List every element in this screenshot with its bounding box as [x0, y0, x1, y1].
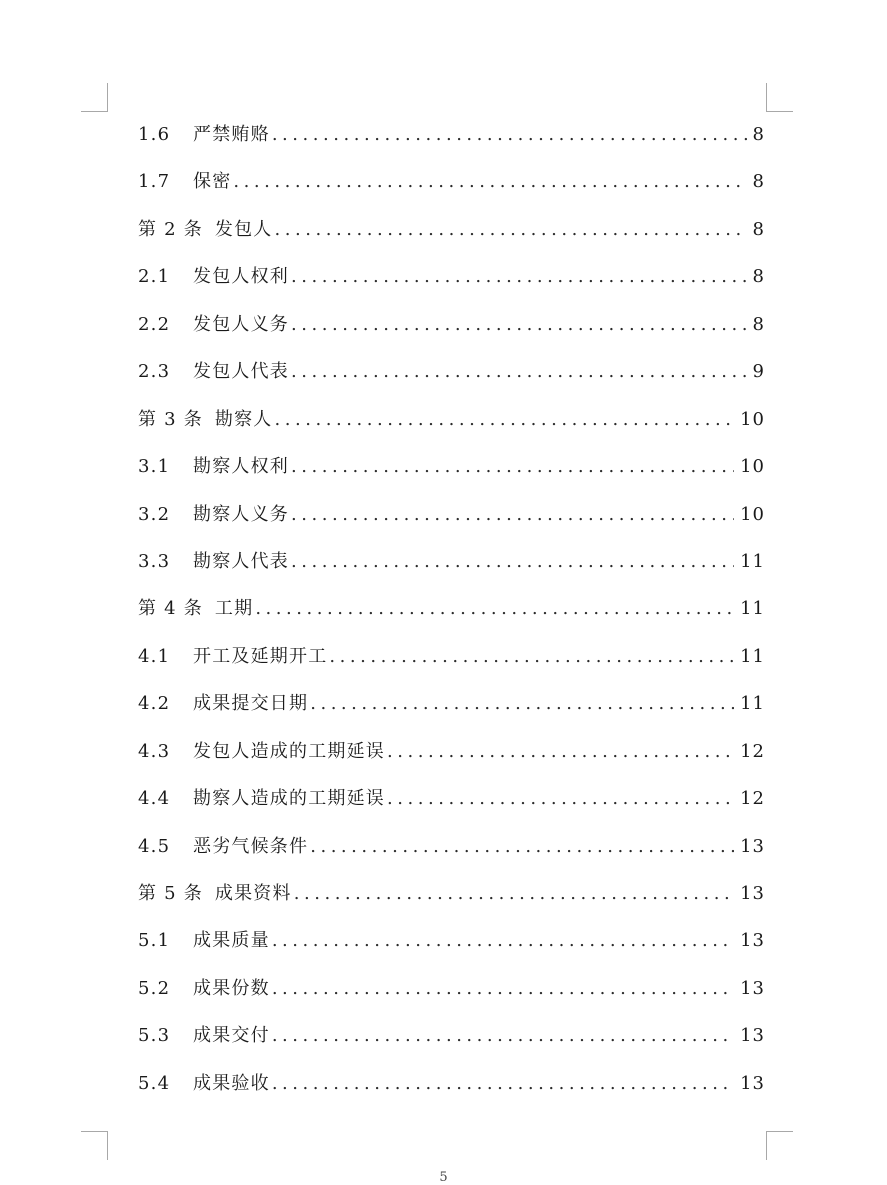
toc-entry-title: 成果份数: [193, 977, 270, 999]
toc-entry[interactable]: [138, 823, 765, 870]
toc-entry[interactable]: [138, 870, 765, 917]
toc-entry[interactable]: [138, 253, 765, 300]
toc-entry[interactable]: [138, 965, 765, 1012]
toc-entry-page-number: 8: [752, 266, 765, 288]
toc-entry-page-number: 11: [740, 645, 765, 667]
toc-entry-title: 勘察人: [214, 408, 273, 430]
toc-entry-title: 成果验收: [193, 1072, 270, 1094]
toc-entry[interactable]: [138, 443, 765, 490]
toc-entry-page-number: 10: [740, 456, 765, 478]
toc-entry-number: 第 4 条: [138, 598, 203, 620]
toc-dot-leader: [329, 633, 734, 680]
toc-dot-leader: [272, 1060, 734, 1107]
toc-entry-page-number: 13: [740, 1025, 765, 1047]
toc-entry-number: 第 2 条: [138, 218, 203, 240]
page-number: 5: [439, 1170, 448, 1185]
toc-dot-leader: [255, 585, 734, 632]
toc-entry[interactable]: [138, 1012, 765, 1059]
toc-dot-leader: [275, 206, 747, 253]
toc-dot-leader: [233, 158, 746, 205]
toc-entry-page-number: 11: [740, 693, 765, 715]
toc-entry[interactable]: [138, 917, 765, 964]
toc-entry[interactable]: [138, 728, 765, 775]
toc-entry-number: 5.1: [138, 930, 171, 952]
toc-dot-leader: [291, 348, 747, 395]
toc-entry[interactable]: [138, 1060, 765, 1107]
crop-mark-top-left: [81, 83, 108, 112]
crop-mark-top-right: [766, 83, 793, 112]
toc-entry-number: 4.3: [138, 740, 171, 762]
toc-entry-title: 勘察人义务: [193, 503, 289, 525]
toc-entry[interactable]: [138, 111, 765, 158]
toc-dot-leader: [310, 823, 734, 870]
toc-entry-title: 保密: [193, 171, 232, 193]
toc-dot-leader: [291, 538, 734, 585]
toc-entry[interactable]: [138, 301, 765, 348]
toc-entry-title: 勘察人造成的工期延误: [193, 788, 385, 810]
toc-entry-number: 5.2: [138, 977, 171, 999]
toc-entry-number: 1.6: [138, 124, 171, 145]
toc-entry-title: 勘察人代表: [193, 550, 289, 572]
toc-dot-leader: [272, 1012, 734, 1059]
toc-entry[interactable]: [138, 585, 765, 632]
toc-entry-number: 2.3: [138, 361, 171, 383]
toc-entry[interactable]: [138, 775, 765, 822]
toc-entry-number: 3.1: [138, 456, 171, 478]
toc-entry-number: 4.2: [138, 693, 171, 715]
toc-entry-number: 4.5: [138, 835, 171, 857]
toc-entry[interactable]: [138, 633, 765, 680]
toc-entry-title: 发包人义务: [193, 313, 289, 335]
toc-entry-number: 第 3 条: [138, 408, 203, 430]
toc-dot-leader: [387, 775, 734, 822]
toc-entry-page-number: 13: [740, 977, 765, 999]
toc-entry[interactable]: [138, 206, 765, 253]
toc-entry-page-number: 11: [740, 550, 765, 572]
toc-entry[interactable]: [138, 158, 765, 205]
toc-entry-title: 成果交付: [193, 1025, 270, 1047]
toc-entry-title: 开工及延期开工: [193, 645, 328, 667]
toc-entry-page-number: 10: [740, 503, 765, 525]
toc-entry-number: 3.2: [138, 503, 171, 525]
toc-entry-title: 发包人造成的工期延误: [193, 740, 385, 762]
toc-entry-number: 4.1: [138, 645, 171, 667]
toc-entry-title: 发包人: [214, 218, 273, 240]
crop-mark-bottom-left: [81, 1131, 108, 1160]
toc-entry-page-number: 13: [740, 930, 765, 952]
toc-entry-number: 4.4: [138, 788, 171, 810]
toc-dot-leader: [291, 301, 747, 348]
toc-entry-number: 3.3: [138, 550, 171, 572]
toc-dot-leader: [272, 917, 734, 964]
toc-entry-page-number: 13: [740, 835, 765, 857]
toc-entry-page-number: 8: [752, 313, 765, 335]
toc-dot-leader: [294, 870, 734, 917]
toc-entry-number: 1.7: [138, 171, 171, 193]
toc-entry[interactable]: [138, 396, 765, 443]
toc-entry-title: 勘察人权利: [193, 456, 289, 478]
toc-entry-page-number: 8: [752, 124, 765, 145]
toc-entry[interactable]: [138, 538, 765, 585]
toc-dot-leader: [310, 680, 734, 727]
toc-entry-title: 工期: [214, 598, 254, 620]
toc-entry-title: 严禁贿赂: [193, 124, 270, 145]
toc-dot-leader: [272, 965, 734, 1012]
toc-entry-page-number: 11: [740, 598, 765, 620]
toc-dot-leader: [272, 111, 747, 158]
toc-dot-leader: [387, 728, 734, 775]
toc-entry-page-number: 8: [752, 218, 765, 240]
toc-entry-number: 5.4: [138, 1072, 171, 1094]
toc-dot-leader: [291, 443, 734, 490]
toc-entry-title: 发包人权利: [193, 266, 289, 288]
toc-entry[interactable]: [138, 348, 765, 395]
toc-entry-page-number: 13: [740, 883, 765, 904]
toc-entry-number: 2.2: [138, 313, 171, 335]
toc-entry-title: 成果提交日期: [193, 693, 309, 715]
toc-entry-title: 成果资料: [214, 883, 292, 904]
toc-entry-title: 成果质量: [193, 930, 270, 952]
crop-mark-bottom-right: [766, 1131, 793, 1160]
toc-entry-number: 5.3: [138, 1025, 171, 1047]
toc-entry[interactable]: [138, 680, 765, 727]
toc-entry-page-number: 12: [740, 788, 765, 810]
toc-entry-page-number: 10: [740, 408, 765, 430]
toc-entry-title: 发包人代表: [193, 361, 289, 383]
toc-dot-leader: [291, 491, 734, 538]
table-of-contents: [138, 111, 765, 1107]
toc-entry-number: 2.1: [138, 266, 171, 288]
toc-entry-page-number: 9: [752, 361, 765, 383]
toc-entry-page-number: 12: [740, 740, 765, 762]
toc-entry[interactable]: [138, 491, 765, 538]
toc-dot-leader: [291, 253, 747, 300]
toc-entry-title: 恶劣气候条件: [193, 835, 309, 857]
toc-dot-leader: [275, 396, 735, 443]
toc-entry-page-number: 8: [752, 171, 765, 193]
toc-entry-number: 第 5 条: [138, 883, 203, 904]
toc-entry-page-number: 13: [740, 1072, 765, 1094]
